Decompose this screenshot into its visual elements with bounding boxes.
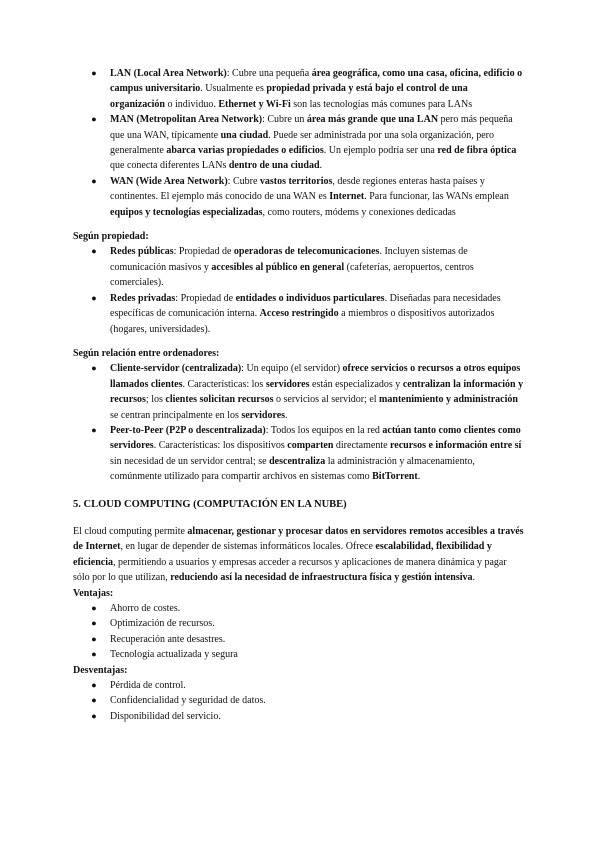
bold-text-run: actúan tanto como clientes como servidores: [110, 424, 521, 452]
list-item: [73, 423, 525, 485]
text-run: El cloud computing permite: [73, 525, 188, 537]
text-run: que conecta diferentes LANs: [110, 160, 229, 172]
advantage-text: Recuperación ante desastres.: [110, 633, 226, 645]
ownership-list: [73, 244, 525, 336]
bold-text-run: mantenimiento y administración: [379, 394, 518, 406]
text-run: , permitiendo a usuarios y empresas acceder a recursos y aplicaciones de manera dinámica y pagar sólo por lo que utilizan,: [73, 556, 507, 584]
bold-text-run: Redes públicas: [110, 246, 174, 258]
bold-text-run: recursos e información entre sí: [390, 440, 522, 452]
list-item: [73, 361, 525, 423]
bullet-icon: ●: [91, 603, 97, 613]
bold-text-run: Ethernet y Wi-Fi: [218, 98, 291, 110]
bold-text-run: WAN (Wide Area Network): [110, 175, 228, 187]
bold-text-run: ofrece servicios o recursos a otros equipos llamados clientes: [110, 363, 521, 390]
list-item: [73, 66, 525, 112]
list-item: [73, 291, 525, 337]
text-run: . Características: los dispositivos: [153, 440, 288, 452]
text-run: se centran principalmente en los: [110, 409, 242, 421]
disadvantage-text: Disponibilidad del servicio.: [110, 710, 221, 722]
text-run: : Propiedad de: [175, 292, 236, 304]
network-types-list: [73, 66, 525, 220]
bullet-icon: ●: [91, 363, 97, 374]
bold-text-run: comparten: [287, 440, 334, 452]
text-run: : Un equipo (el servidor): [241, 363, 343, 375]
text-run: , en lugar de depender de sistemas informáticos locales. Ofrece: [120, 541, 376, 553]
advantage-text: Optimización de recursos.: [110, 618, 215, 630]
advantage-text: Tecnología actualizada y segura: [110, 649, 238, 661]
text-run: son las tecnologías más comunes para LANs: [290, 98, 473, 110]
text-run: , desde regiones enteras hasta países y continentes. El ejemplo más conocido de una WAN es: [110, 175, 485, 203]
document-page: [73, 66, 525, 724]
cloud-intro-paragraph: [73, 524, 525, 586]
bold-text-run: Internet: [329, 191, 365, 203]
text-run: (cafeterías, aeropuertos, centros comerciales).: [110, 261, 474, 289]
bold-text-run: entidades o individuos particulares: [235, 292, 385, 304]
bullet-icon: ●: [91, 649, 97, 660]
bold-text-run: vastos territorios: [259, 175, 333, 187]
bold-text-run: MAN (Metropolitan Area Network): [110, 114, 263, 126]
bold-text-run: servidores: [265, 378, 310, 390]
bullet-icon: ●: [91, 68, 97, 78]
bullet-icon: ●: [91, 292, 97, 303]
list-item: [73, 647, 525, 662]
text-run: . Incluyen sistemas de comunicación masivos y: [110, 246, 468, 273]
section-title: 5. CLOUD COMPUTING (COMPUTACIÓN EN LA NUBE): [73, 498, 347, 510]
bold-text-run: abarca varias propiedades o edificios: [166, 145, 324, 157]
bold-text-run: Peer-to-Peer (P2P o descentralizada): [110, 424, 266, 436]
disadvantages-heading: Desventajas:: [73, 664, 128, 676]
text-run: a miembros o dispositivos autorizados (hogares, universidades).: [110, 308, 495, 335]
bold-text-run: área geográfica, como una casa, oficina, edificio o campus universitario: [110, 68, 523, 95]
bullet-icon: ●: [91, 618, 97, 629]
bold-text-run: área más grande que una LAN: [306, 114, 439, 126]
text-run: sin necesidad de un servidor central; se: [110, 455, 270, 467]
text-run: .: [472, 572, 476, 584]
text-run: : Todos los equipos en la red: [265, 424, 383, 436]
text-run: : Propiedad de: [173, 246, 234, 258]
bold-text-run: operadoras de telecomunicaciones: [233, 246, 380, 258]
disadvantage-text: Confidencialidad y seguridad de datos.: [110, 695, 266, 707]
advantages-heading: Ventajas:: [73, 587, 114, 599]
advantage-text: Ahorro de costes.: [110, 603, 181, 614]
text-run: . Un ejemplo podría ser una: [323, 145, 438, 157]
list-item: [73, 678, 525, 693]
text-run: : Cubre: [227, 175, 260, 187]
bold-text-run: una ciudad: [220, 129, 269, 141]
bold-text-run: clientes solicitan recursos: [165, 394, 274, 406]
bold-text-run: Redes privadas: [110, 292, 176, 304]
list-item: [73, 112, 525, 174]
bold-text-run: servidores: [241, 409, 286, 421]
text-run: .: [417, 471, 421, 483]
advantages-list: [73, 601, 525, 663]
bullet-icon: ●: [91, 695, 97, 706]
bold-text-run: LAN (Local Area Network): [110, 68, 227, 79]
text-run: la administración y almacenamiento, comúnmente utilizado para compartir archivos en sistemas como: [110, 455, 475, 483]
bold-text-run: dentro de una ciudad: [228, 160, 320, 172]
list-item: [73, 601, 525, 616]
list-item: [73, 632, 525, 647]
relationship-heading: Según relación entre ordenadores:: [73, 347, 220, 359]
list-item: [73, 616, 525, 631]
bullet-icon: ●: [91, 710, 97, 721]
bold-text-run: BitTorrent: [372, 471, 418, 483]
list-item: [73, 693, 525, 708]
bold-text-run: red de fibra óptica: [437, 145, 517, 157]
text-run: .: [319, 160, 323, 172]
text-run: .: [285, 409, 288, 421]
bullet-icon: ●: [91, 424, 97, 435]
text-run: . Usualmente es: [200, 83, 267, 95]
list-item: [73, 174, 525, 220]
bold-text-run: reduciendo así la necesidad de infraestructura física y gestión intensiva: [170, 572, 473, 584]
text-run: pero más pequeña que una WAN, típicamente: [110, 114, 513, 141]
text-run: . Diseñadas para necesidades específicas de comunicación interna.: [110, 292, 501, 320]
list-item: [73, 244, 525, 290]
bold-text-run: equipos y tecnologías especializadas: [110, 206, 263, 218]
bullet-icon: ●: [91, 175, 97, 186]
text-run: están especializados y: [309, 378, 403, 390]
text-run: : Cubre una pequeña: [226, 68, 312, 79]
text-run: ; los: [145, 394, 166, 406]
text-run: . Puede ser administrada por una sola organización, pero generalmente: [110, 129, 495, 157]
relationship-list: [73, 361, 525, 484]
text-run: directamente: [333, 440, 391, 452]
disadvantage-text: Pérdida de control.: [110, 680, 186, 692]
bold-text-run: Acceso restringido: [259, 308, 339, 320]
bullet-icon: ●: [91, 246, 97, 257]
text-run: o servicios al servidor; el: [273, 394, 380, 406]
text-run: . Características: los: [182, 378, 266, 390]
bold-text-run: escalabilidad, flexibilidad y eficiencia: [73, 541, 492, 568]
text-run: , como routers, módems y conexiones dedicadas: [262, 206, 456, 218]
text-run: o individuo.: [165, 98, 219, 110]
bold-text-run: descentraliza: [269, 455, 326, 467]
text-run: . Para funcionar, las WANs emplean: [364, 191, 509, 203]
disadvantages-list: [73, 678, 525, 724]
bold-text-run: propiedad privada y está bajo el control de una organización: [110, 83, 468, 110]
list-item: [73, 709, 525, 724]
bullet-icon: ●: [91, 114, 97, 125]
bold-text-run: accesibles al público en general: [211, 261, 345, 273]
bold-text-run: Cliente-servidor (centralizada): [110, 363, 242, 375]
ownership-heading: Según propiedad:: [73, 231, 149, 243]
bold-text-run: almacenar, gestionar y procesar datos en servidores remotos accesibles a través de Internet: [73, 525, 524, 553]
bullet-icon: ●: [91, 680, 97, 691]
bold-text-run: centralizan la información y recursos: [110, 378, 524, 406]
text-run: : Cubre un: [262, 114, 307, 126]
bullet-icon: ●: [91, 633, 97, 644]
